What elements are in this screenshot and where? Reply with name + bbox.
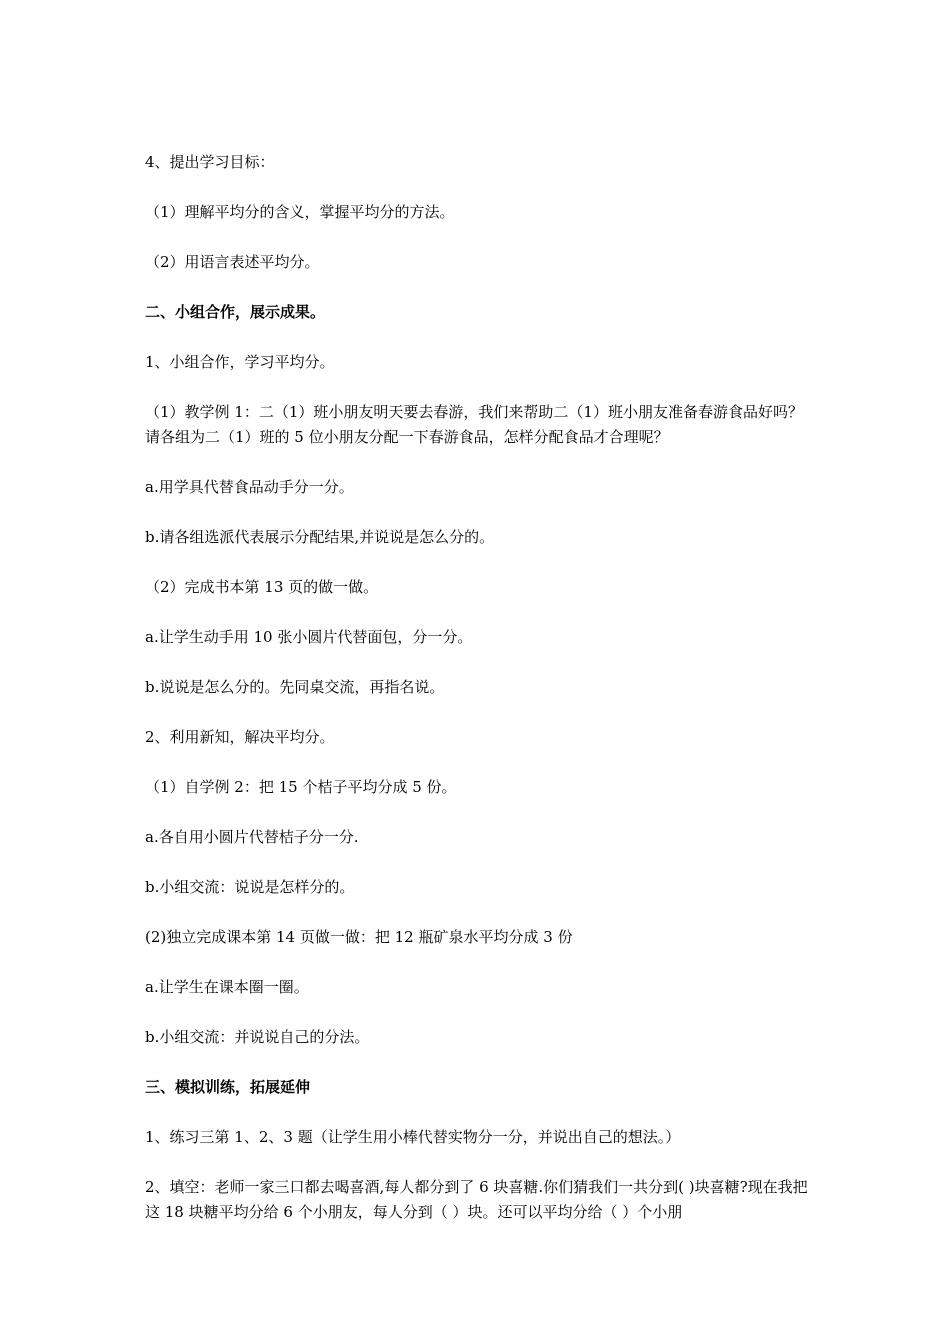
paragraph-step-b-3: b.小组交流：说说是怎样分的。	[145, 878, 355, 896]
paragraph-practice-1: 1、练习三第 1、2、3 题（让学生用小棒代替实物分一分，并说出自己的想法。）	[145, 1128, 681, 1146]
paragraph-exercise-p14: (2)独立完成课本第 14 页做一做：把 12 瓶矿泉水平均分成 3 份	[145, 928, 573, 946]
paragraph-exercise-p13: （2）完成书本第 13 页的做一做。	[145, 578, 379, 596]
paragraph-step-b-1: b.请各组选派代表展示分配结果,并说说是怎么分的。	[145, 528, 495, 546]
paragraph-step-b-4: b.小组交流：并说说自己的分法。	[145, 1028, 370, 1046]
paragraph-group-learning: 1、小组合作，学习平均分。	[145, 353, 335, 371]
paragraph-apply-knowledge: 2、利用新知，解决平均分。	[145, 728, 335, 746]
section-heading-group-work: 二、小组合作，展示成果。	[145, 303, 326, 321]
section-heading-practice: 三、模拟训练，拓展延伸	[145, 1078, 311, 1096]
paragraph-goal-2: （2）用语言表述平均分。	[145, 253, 320, 271]
paragraph-step-a-1: a.用学具代替食品动手分一分。	[145, 478, 354, 496]
paragraph-goal-1: （1）理解平均分的含义，掌握平均分的方法。	[145, 203, 455, 221]
paragraph-step-a-4: a.让学生在课本圈一圈。	[145, 978, 309, 996]
paragraph-step-a-3: a.各自用小圆片代替桔子分一分.	[145, 828, 359, 846]
paragraph-step-a-2: a.让学生动手用 10 张小圆片代替面包，分一分。	[145, 628, 473, 646]
paragraph-example-2: （1）自学例 2：把 15 个桔子平均分成 5 份。	[145, 778, 457, 796]
paragraph-learning-goals-heading: 4、提出学习目标：	[145, 153, 275, 171]
paragraph-step-b-2: b.说说是怎么分的。先同桌交流，再指名说。	[145, 678, 445, 696]
paragraph-example-1: （1）教学例 1：二（1）班小朋友明天要去春游，我们来帮助二（1）班小朋友准备春游食品好吗？请各组为二（1）班的 5 位小朋友分配一下春游食品，怎样分配食品才合理呢？	[145, 403, 803, 446]
paragraph-fill-in-blank: 2、填空：老师一家三口都去喝喜酒,每人都分到了 6 块喜糖.你们猜我们一共分到( )块喜糖?现在我把这 18 块糖平均分给 6 个小朋友，每人分到（ ）块。还可以平均分给（ ）个小朋	[145, 1178, 808, 1221]
